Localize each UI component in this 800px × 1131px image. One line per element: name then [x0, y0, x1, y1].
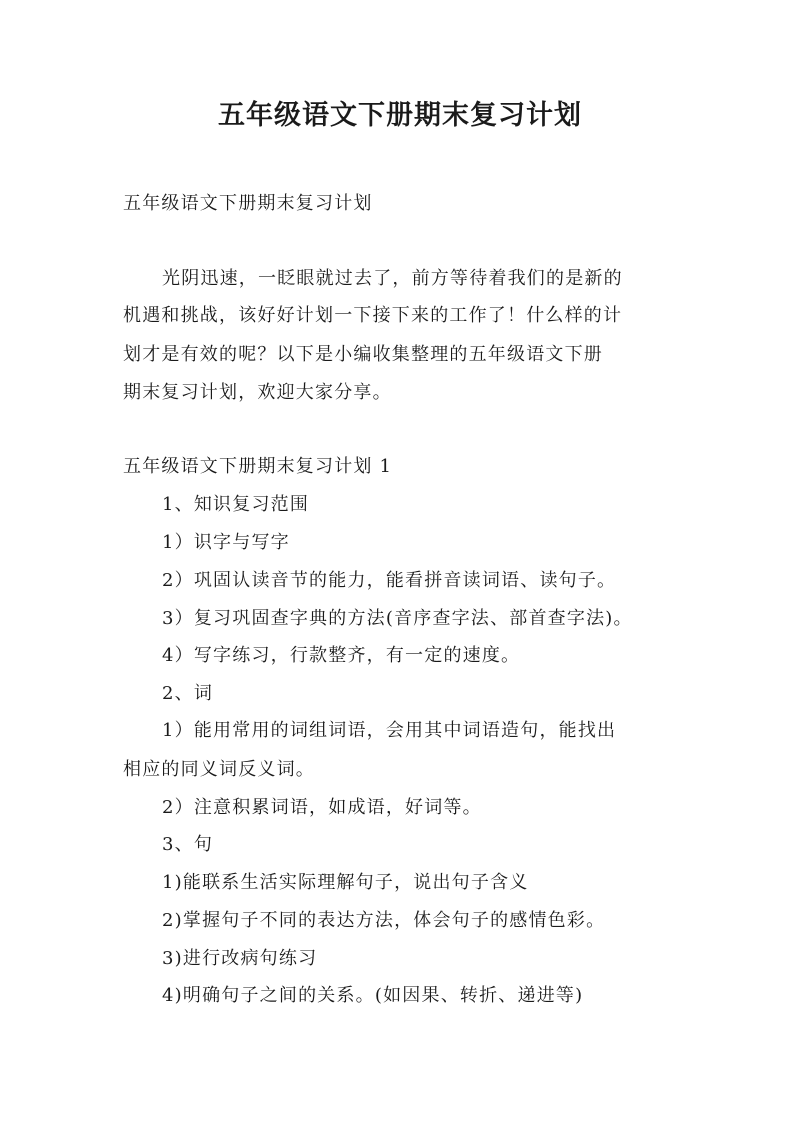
list-item: 3、句: [162, 834, 214, 855]
intro-line: 期末复习计划，欢迎大家分享。: [123, 382, 392, 403]
list-item: 2)掌握句子不同的表达方法，体会句子的感情色彩。: [162, 910, 606, 931]
list-item: 1）识字与写字: [162, 532, 290, 553]
intro-line: 机遇和挑战，该好好计划一下接下来的工作了！什么样的计: [123, 305, 623, 326]
document-subtitle: 五年级语文下册期末复习计划: [123, 193, 373, 214]
list-item: 3）复习巩固查字典的方法(音序查字法、部首查字法)。: [162, 608, 633, 629]
section-heading: 五年级语文下册期末复习计划 1: [123, 456, 393, 477]
intro-line: 光阴迅速，一眨眼就过去了，前方等待着我们的是新的: [162, 268, 623, 289]
list-item: 1）能用常用的词组词语，会用其中词语造句，能找出: [162, 720, 617, 741]
list-item: 4)明确句子之间的关系。(如因果、转折、递进等): [162, 985, 584, 1006]
list-item: 相应的同义词反义词。: [123, 759, 315, 780]
list-item: 3)进行改病句练习: [162, 948, 318, 969]
list-item: 4）写字练习，行款整齐，有一定的速度。: [162, 645, 521, 666]
list-item: 1)能联系生活实际理解句子，说出句子含义: [162, 872, 529, 893]
list-item: 2）注意积累词语，如成语，好词等。: [162, 797, 482, 818]
intro-line: 划才是有效的呢？以下是小编收集整理的五年级语文下册: [123, 344, 603, 365]
list-item: 2）巩固认读音节的能力，能看拼音读词语、读句子。: [162, 570, 617, 591]
document-title: 五年级语文下册期末复习计划: [218, 100, 582, 131]
list-item: 1、知识复习范围: [162, 494, 310, 515]
list-item: 2、词: [162, 683, 214, 704]
